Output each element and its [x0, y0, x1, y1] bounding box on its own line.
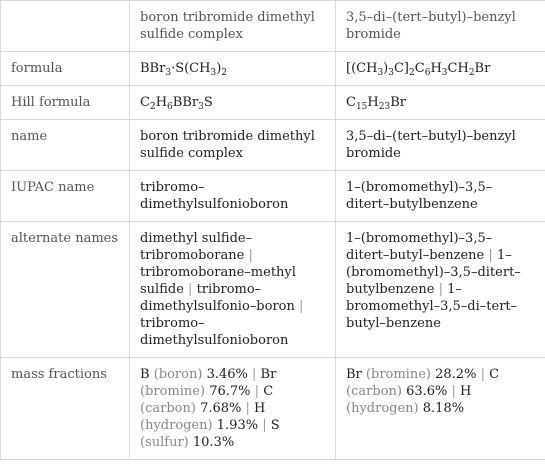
name-value-2: 3,5–di–(tert–butyl)–benzyl bromide — [336, 120, 545, 171]
header-compound-1: boron tribromide dimethyl sulfide complex — [130, 1, 336, 52]
hill-formula-text-1 — [140, 95, 213, 110]
iupac-name-label: IUPAC name — [1, 171, 130, 222]
hill-formula-row — [1, 86, 545, 120]
alternate-name-item: tribromo–dimethylsulfonioboron — [140, 316, 289, 348]
list-separator: | — [451, 384, 456, 399]
mass-fraction-value: 76.7% — [209, 384, 251, 399]
element-symbol: H — [254, 401, 266, 416]
mass-fraction-value: 28.2% — [435, 367, 477, 382]
alternate-name-item: 1–(bromomethyl)–3,5–ditert–butylbenzene — [346, 248, 521, 297]
formula-subscript: 3 — [198, 102, 204, 112]
mass-fraction-value: 7.68% — [200, 401, 242, 416]
formula-segment: C — [414, 61, 425, 76]
iupac-name-value-2: 1–(bromomethyl)–3,5–ditert–butylbenzene — [336, 171, 545, 222]
formula-subscript: 3 — [441, 68, 448, 78]
mass-fraction-value: 63.6% — [406, 384, 448, 399]
formula-segment: ) — [383, 61, 389, 76]
formula-label: formula — [1, 52, 130, 86]
alternate-name-item: tribromo–dimethylsulfonio–boron — [140, 282, 295, 314]
list-separator: | — [480, 367, 485, 382]
element-name: (bromine) — [365, 367, 431, 382]
alternate-names-row — [1, 222, 545, 358]
iupac-name-row — [1, 171, 545, 222]
mass-fraction-value: 3.46% — [206, 367, 248, 382]
mass-fractions-value-1 — [130, 358, 336, 460]
alternate-names-value-1 — [130, 222, 336, 358]
formula-subscript: 3 — [388, 68, 394, 78]
element-name: (hydrogen) — [346, 401, 419, 416]
formula-segment: C — [140, 95, 150, 110]
corner-cell — [1, 1, 130, 52]
list-separator: | — [252, 367, 257, 382]
formula-segment: H — [155, 95, 168, 110]
formula-value-1 — [130, 52, 336, 86]
element-name: (carbon) — [140, 401, 196, 416]
alternate-name-item: 1–bromomethyl–3,5–di–tert–butyl–benzene — [346, 282, 518, 331]
iupac-name-value-1: tribromo–dimethylsulfonioboron — [130, 171, 336, 222]
list-separator: | — [188, 282, 193, 297]
alternate-name-item: tribromoborane–methyl sulfide — [140, 265, 296, 297]
formula-segment: C — [346, 95, 356, 110]
hill-formula-text-2 — [346, 95, 406, 110]
mass-fraction-value: 10.3% — [192, 435, 235, 450]
alternate-names-value-2 — [336, 222, 545, 358]
formula-text-1 — [140, 61, 227, 76]
list-separator: | — [245, 401, 250, 416]
element-symbol: C — [263, 384, 274, 399]
header-compound-2: 3,5–di–(tert–butyl)–benzyl bromide — [336, 1, 545, 52]
formula-value-2 — [336, 52, 545, 86]
element-symbol: B — [140, 367, 150, 382]
formula-subscript: 2 — [221, 68, 228, 78]
formula-segment: H — [367, 95, 379, 110]
formula-subscript: 3 — [165, 68, 172, 78]
element-symbol: Br — [346, 367, 362, 382]
element-name: (carbon) — [346, 384, 402, 399]
formula-segment: BBr — [172, 95, 199, 110]
list-separator: | — [438, 282, 443, 297]
hill-formula-label: Hill formula — [1, 86, 130, 120]
alternate-names-label: alternate names — [1, 222, 130, 358]
formula-segment: C] — [393, 61, 410, 76]
formula-subscript: 2 — [149, 102, 156, 112]
hill-formula-value-2 — [336, 86, 545, 120]
formula-segment: ) — [216, 61, 222, 76]
name-row — [1, 120, 545, 171]
formula-subscript: 15 — [355, 102, 368, 112]
element-name: (sulfur) — [140, 435, 189, 450]
element-symbol: Br — [260, 367, 277, 382]
element-name: (bromine) — [140, 384, 206, 399]
formula-segment: Br — [390, 95, 406, 110]
formula-subscript: 23 — [378, 102, 391, 112]
list-separator: | — [254, 384, 260, 399]
mass-fraction-value: 8.18% — [422, 401, 465, 416]
formula-segment: CH — [447, 61, 469, 76]
formula-segment: ·S(CH — [171, 61, 211, 76]
formula-subscript: 6 — [167, 102, 173, 112]
mass-fractions-row — [1, 358, 545, 460]
header-row — [1, 1, 545, 52]
formula-subscript: 3 — [377, 68, 384, 78]
list-separator: | — [488, 248, 493, 263]
formula-row — [1, 52, 545, 86]
list-separator: | — [262, 418, 267, 433]
formula-segment: Br — [474, 61, 491, 76]
mass-fractions-value-2 — [336, 358, 545, 460]
name-value-1: boron tribromide dimethyl sulfide complex — [130, 120, 336, 171]
formula-segment: H — [430, 61, 442, 76]
formula-subscript: 6 — [424, 68, 431, 78]
alternate-name-item: dimethyl sulfide–tribromoborane — [140, 231, 253, 263]
mass-fraction-value: 1.93% — [216, 418, 259, 433]
formula-segment: S — [203, 95, 213, 110]
list-separator: | — [299, 299, 304, 314]
element-symbol: H — [460, 384, 472, 399]
formula-segment: [(CH — [346, 61, 378, 76]
element-name: (hydrogen) — [140, 418, 213, 433]
alternate-name-item: 1–(bromomethyl)–3,5–ditert–butyl–benzene — [346, 231, 493, 263]
element-symbol: S — [270, 418, 280, 433]
formula-segment: BBr — [140, 61, 166, 76]
name-label: name — [1, 120, 130, 171]
formula-text-2 — [346, 61, 490, 76]
formula-subscript: 3 — [210, 68, 217, 78]
element-name: (boron) — [153, 367, 203, 382]
element-symbol: C — [489, 367, 500, 382]
hill-formula-value-1 — [130, 86, 336, 120]
formula-subscript: 2 — [409, 68, 415, 78]
mass-fractions-label: mass fractions — [1, 358, 130, 460]
list-separator: | — [248, 248, 253, 263]
formula-subscript: 2 — [468, 68, 475, 78]
